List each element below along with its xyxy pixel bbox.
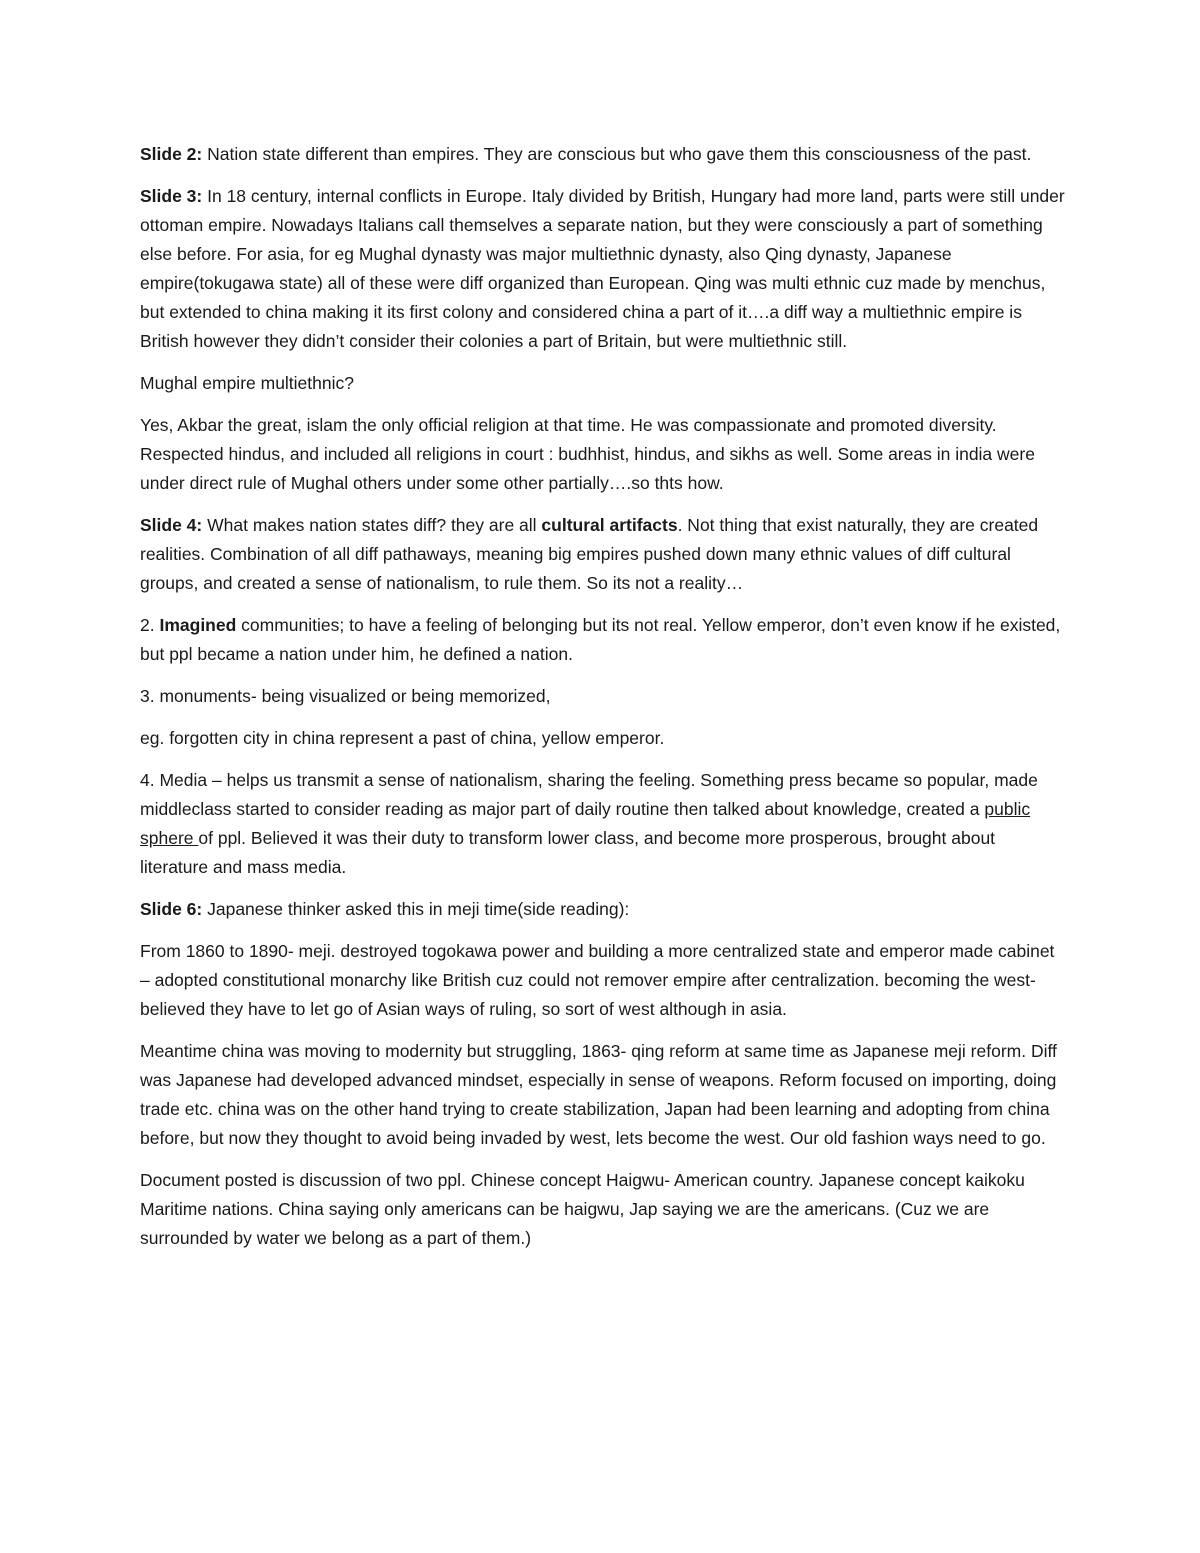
- paragraph-imagined-communities: [140, 611, 1065, 669]
- paragraph-text: Document posted is discussion of two ppl. Chinese concept Haigwu- American country. Japanese concept kaikoku Maritime nations. China saying only americans can be haigwu, Jap saying we are the americans. (Cuz we are surrounded by water we belong as a part of them.): [140, 1170, 1025, 1248]
- paragraph-slide-2: [140, 140, 1065, 169]
- paragraph-meji: [140, 937, 1065, 1024]
- paragraph-slide-6: [140, 895, 1065, 924]
- paragraph-text: Yes, Akbar the great, islam the only official religion at that time. He was compassionate and promoted diversity. Respected hindus, and included all religions in court : budhhist, hindus, and sikhs as well. Some areas in india were under direct rule of Mughal others under some other partially….so thts how.: [140, 415, 1035, 493]
- paragraph-text: In 18 century, internal conflicts in Europe. Italy divided by British, Hungary had more land, parts were still under ottoman empire. Nowadays Italians call themselves a separate nation, but they were consciously a part of something else before. For asia, for eg Mughal dynasty was major multiethnic dynasty, also Qing dynasty, Japanese empire(tokugawa state) all of these were diff organized than European. Qing was multi ethnic cuz made by menchus, but extended to china making it its first colony and considered china a part of it….a diff way a multiethnic empire is British however they didn’t consider their colonies a part of Britain, but were multiethnic still.: [140, 186, 1065, 351]
- bold-term: cultural artifacts: [541, 515, 678, 535]
- paragraph-forgotten-city: [140, 724, 1065, 753]
- paragraph-text: Mughal empire multiethnic?: [140, 373, 354, 393]
- paragraph-slide-3: [140, 182, 1065, 356]
- paragraph-text: . Not thing that exist naturally, they are created realities. Combination of all diff pathaways, meaning big empires pushed down many ethnic values of diff cultural groups, and created a sense of nationalism, to rule them. So its not a reality…: [140, 515, 1039, 593]
- slide-label: Slide 3:: [140, 186, 203, 206]
- slide-label: Slide 2:: [140, 144, 203, 164]
- paragraph-text: eg. forgotten city in china represent a past of china, yellow emperor.: [140, 728, 665, 748]
- paragraph-media: [140, 766, 1065, 882]
- paragraph-monuments: [140, 682, 1065, 711]
- slide-label: Slide 6:: [140, 899, 203, 919]
- paragraph-mughal-question: [140, 369, 1065, 398]
- paragraph-text: 4. Media – helps us transmit a sense of nationalism, sharing the feeling. Something press became so popular, made middleclass started to consider reading as major part of daily routine then talked about knowledge, created a: [140, 770, 1038, 819]
- underlined-term: public sphere: [140, 799, 1031, 848]
- paragraph-text: 3. monuments- being visualized or being memorized,: [140, 686, 551, 706]
- paragraph-mughal-answer: [140, 411, 1065, 498]
- paragraph-text: From 1860 to 1890- meji. destroyed togokawa power and building a more centralized state and emperor made cabinet – adopted constitutional monarchy like British cuz could not remover empire after centralization. becoming the west- believed they have to let go of Asian ways of ruling, so sort of west although in asia.: [140, 941, 1055, 1019]
- paragraph-slide-4: [140, 511, 1065, 598]
- paragraph-text: What makes nation states diff? they are all: [202, 515, 542, 535]
- paragraph-text: of ppl. Believed it was their duty to transform lower class, and become more prosperous, brought about literature and mass media.: [140, 828, 996, 877]
- paragraph-text: communities; to have a feeling of belonging but its not real. Yellow emperor, don’t even know if he existed, but ppl became a nation under him, he defined a nation.: [140, 615, 1061, 664]
- paragraph-china-modernity: [140, 1037, 1065, 1153]
- document-page: [140, 140, 1065, 1266]
- paragraph-text: Nation state different than empires. They are conscious but who gave them this consciousness of the past.: [202, 144, 1032, 164]
- paragraph-text: Japanese thinker asked this in meji time(side reading):: [202, 899, 630, 919]
- paragraph-document-posted: [140, 1166, 1065, 1253]
- slide-label: Slide 4:: [140, 515, 203, 535]
- bold-term: Imagined: [159, 615, 237, 635]
- list-number: 2.: [140, 615, 160, 635]
- paragraph-text: Meantime china was moving to modernity but struggling, 1863- qing reform at same time as Japanese meji reform. Diff was Japanese had developed advanced mindset, especially in sense of weapons. Reform focused on importing, doing trade etc. china was on the other hand trying to create stabilization, Japan had been learning and adopting from china before, but now they thought to avoid being invaded by west, lets become the west. Our old fashion ways need to go.: [140, 1041, 1057, 1148]
